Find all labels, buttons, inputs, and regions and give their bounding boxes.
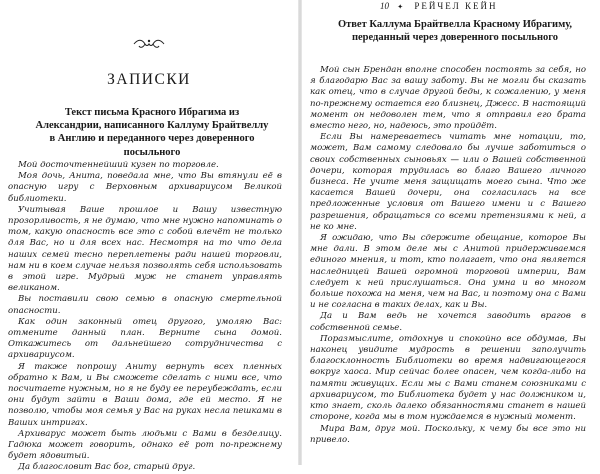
page-number: 10	[380, 1, 389, 11]
flourish-ornament-icon	[0, 38, 298, 50]
diamond-separator-icon: ✦	[397, 3, 406, 11]
paragraph: Если Вы намереваетесь читать мне нотации, то, может, Вам самому следовало бы лучше заботиться о своих собственных сыновьях — или о Вашей собственной дочери, которая трудилась во благо Вашего личного бизнеса. Не учите меня защищать моего сына. Что же касается Вашей дочери, она согласилась на все предложенные условия от Вашего имени и с Вашего разрешения, обращаться со всеми претензиями к ней, а не ко мне.	[310, 132, 586, 232]
chapter-title: ЗАПИСКИ	[107, 71, 191, 88]
paragraph: Да благословит Вас бог, старый друг.	[18, 462, 196, 473]
paragraph: Вы поставили свою семью в опасную смертельной опасности.	[8, 294, 282, 316]
paragraph: Мой досточтеннейший кузен по торговле.	[18, 160, 219, 170]
left-letter-heading: Текст письма Красного Ибрагима из Александрии, написанного Каллуму Брайтвеллу в Англию и переданного через доверенного посыльного	[35, 107, 269, 158]
right-letter-body	[310, 65, 586, 446]
author-name: РЕЙЧЕЛ КЕЙН	[414, 1, 498, 11]
paragraph: Мой сын Брендан вполне способен постоять за себя, но я благодарю Вас за вашу заботу. Вы не могли бы сказать как отец, что в случае другой беды, к сожалению, у меня по-прежнему остается его близнец, Джесс. В настоящий момент он недоволен тем, что я отправил его брата вместо него, но, надеюсь, это пройдёт.	[310, 65, 586, 132]
paragraph: Учитывая Ваше прошлое и Вашу известную прозорливость, я не думаю, что мне нужно напоминать о том, какую опасность все это с собой влечёт не только для Вас, но и для всех нас. Несмотря на то что дела наших семей тесно переплетены ради нашей торговли, нам ни в коем случае нельзя позволять себя использовать в этой игре. Мудрый муж не станет управлять великаном.	[8, 204, 282, 294]
paragraph: Мира Вам, друг мой. Поскольку, к чему бы все это ни привело.	[310, 423, 586, 445]
right-letter-heading: Ответ Каллума Брайтвелла Красному Ибрагиму, переданный через доверенного посыльного	[337, 19, 573, 44]
left-page	[0, 0, 298, 473]
paragraph: Да и Вам ведь не хочется заводить врагов в собственной семье.	[310, 311, 586, 333]
paragraph: Я также попрошу Аниту вернуть всех пленных обратно к Вам, и Вы сможете сделать с ними все, что посчитаете нужным, но я не буду ее переубеждать, если они будут зайти в Ваши дома, где ей место. Я не позволю, чтобы моя семья у Вас на руках несла пешками в Ваших интригах.	[8, 361, 282, 428]
paragraph: Архиварус может быть людьми с Вами в безделицу. Гадюка может говорить, однако её рот по-прежнему будет ядовитый.	[8, 428, 282, 462]
paragraph: Моя дочь, Анита, поведала мне, что Вы втянули её в опасную игру с Верховным архивариусом Великой библиотеки.	[8, 171, 282, 204]
paragraph: Поразмыслите, отдохнув и спокойно все обдумав, Вы наконец увидите мудрость в решении заполучить благосклонность Библиотеки во время надвигающегося вокруг хаоса. Мир сейчас более опасен, чем когда-либо на памяти живущих. Если мы с Вами станем союзниками с архивариусом, то Библиотека будет у нас должником и, кто знает, сколь далеко обязанностями станет в нашей стороне, когда мы в том нуждаемся в нужный момент.	[310, 333, 586, 423]
running-head	[380, 1, 497, 11]
left-letter-body	[8, 160, 282, 474]
right-page	[302, 0, 600, 465]
paragraph: Как один законный отец другого, умоляю Вас: отмените данный план. Верните сына домой. Откажитесь от дальнейшего сотрудничества с архивариусом.	[8, 316, 282, 361]
paragraph: Я ожидаю, что Вы сдержите обещание, которое Вы мне дали. В этом деле мы с Анитой придерживаемся единого мнения, и тот, кто полагает, что она является наследницей Вашей огромной торговой империи, Вам следует к ней прислушаться. Она умна и во многом больше похожа на меня, чем на Вас, и поэтому она с Вами и не согласна в таких делах, как и Вы.	[310, 233, 586, 311]
